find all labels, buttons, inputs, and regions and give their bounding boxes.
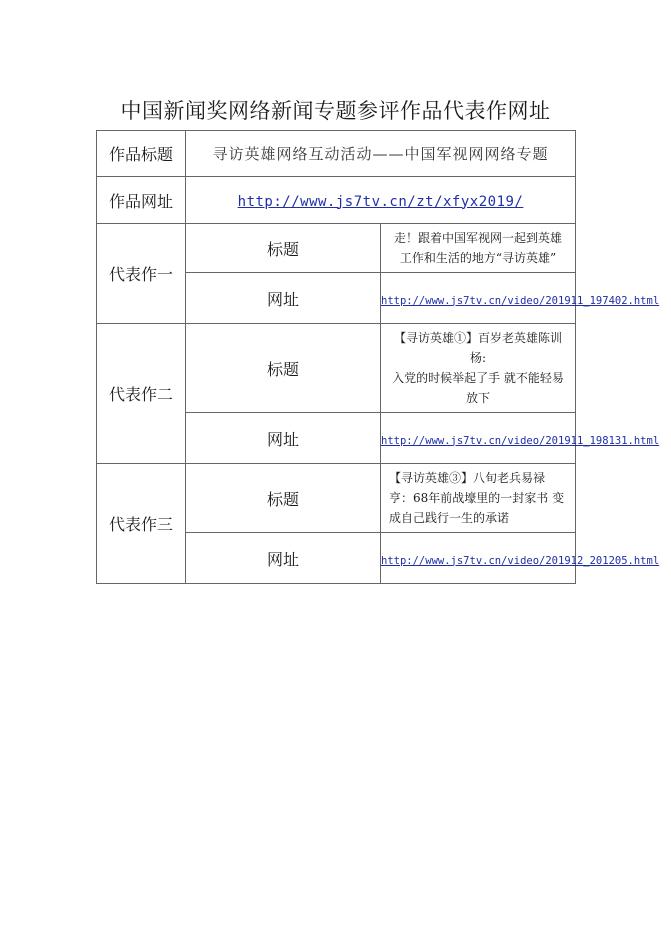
rep1-title-label: 标题 — [186, 224, 381, 273]
rep3-url-cell — [381, 533, 660, 584]
rep3-label: 代表作三 — [97, 464, 186, 584]
document-title: 中国新闻奖网络新闻专题参评作品代表作网址 — [120, 99, 551, 123]
rep1-title-row — [97, 224, 576, 273]
rep2-title-row — [97, 324, 576, 413]
rep2-title-label: 标题 — [186, 324, 381, 413]
submission-table — [96, 130, 660, 584]
rep1-url-cell — [381, 273, 660, 324]
rep2-url-link[interactable]: http://www.js7tv.cn/video/201911_198131.html — [381, 434, 660, 447]
rep1-label: 代表作一 — [97, 224, 186, 324]
rep3-title: 【寻访英雄③】八旬老兵易禄亨：68年前战壕里的一封家书 变成自己践行一生的承诺 — [381, 464, 576, 533]
rep2-url-label: 网址 — [186, 413, 381, 464]
work-url-link[interactable]: http://www.js7tv.cn/zt/xfyx2019/ — [237, 193, 524, 210]
work-title-value: 寻访英雄网络互动活动——中国军视网网络专题 — [186, 131, 576, 177]
rep2-title-line1: 【寻访英雄①】百岁老英雄陈训杨: — [393, 331, 562, 365]
work-url-row — [97, 177, 576, 224]
rep2-title-line2: 入党的时候举起了手 就不能轻易放下 — [392, 371, 564, 405]
rep1-title: 走！跟着中国军视网一起到英雄工作和生活的地方“寻访英雄” — [381, 224, 576, 273]
rep1-url-link[interactable]: http://www.js7tv.cn/video/201911_197402.html — [381, 294, 660, 307]
rep3-title-row — [97, 464, 576, 533]
rep3-title-label: 标题 — [186, 464, 381, 533]
work-url-label: 作品网址 — [97, 177, 186, 224]
rep2-title-cell — [381, 324, 576, 413]
work-title-row — [97, 131, 576, 177]
work-url-cell — [186, 177, 576, 224]
rep1-url-label: 网址 — [186, 273, 381, 324]
rep3-url-link[interactable]: http://www.js7tv.cn/video/201912_201205.html — [381, 554, 660, 567]
rep2-url-cell — [381, 413, 660, 464]
work-title-label: 作品标题 — [97, 131, 186, 177]
rep3-url-label: 网址 — [186, 533, 381, 584]
rep2-label: 代表作二 — [97, 324, 186, 464]
